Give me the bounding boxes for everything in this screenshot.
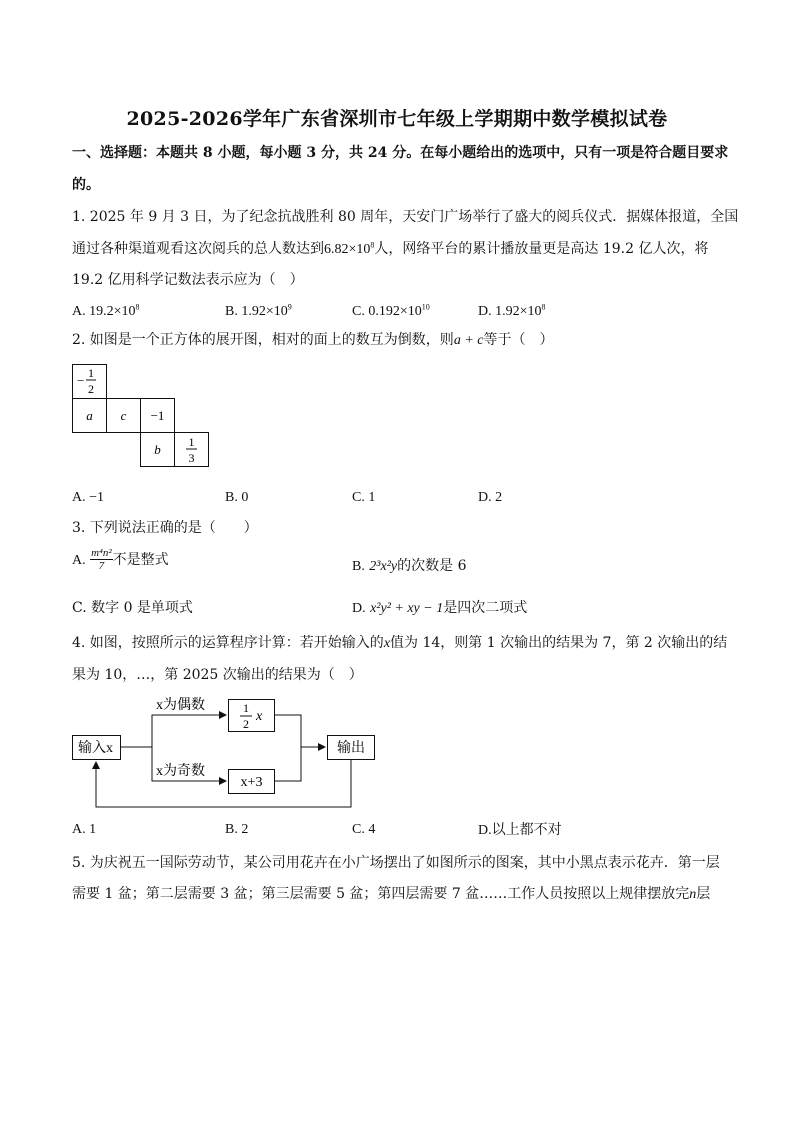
q1-option-b[interactable]: B. $1.92\times 10^9$	[225, 302, 292, 319]
q3-option-a-fraction: $\frac{\text{m⁴n²}}{7}$	[91, 547, 112, 572]
q1-option-a[interactable]: A. $19.2\times 10^8$	[72, 302, 140, 319]
q2-stem: 2. 如图是一个正方体的展开图，相对的面上的数互为倒数，则a + c等于（ ）	[72, 332, 554, 348]
flow-even-label: x为偶数	[156, 698, 205, 713]
net-label-b: b	[154, 442, 161, 457]
flow-input-label: 输入x	[78, 741, 113, 756]
q2-option-a[interactable]: A. −1	[72, 490, 105, 505]
q2-option-b[interactable]: B. 0	[225, 490, 249, 505]
q1-sci-number: $6.82\times 10^8$	[324, 240, 375, 257]
net-top-minus: −	[77, 373, 85, 388]
q5-line2: 需要 1 盆；第二层需要 3 盆；第三层需要 5 盆；第四层需要 7 盆……工作人员按照以上规律摆放完n层	[72, 886, 711, 902]
q4-line1: 4. 如图，按照所示的运算程序计算：若开始输入的x值为 14，则第 1 次输出的结果为 7，第 2 次输出的结	[72, 635, 728, 651]
q2-option-c[interactable]: C. 1	[352, 490, 376, 505]
q3-stem: 3. 下列说法正确的是（ ）	[72, 520, 258, 536]
q1-option-d[interactable]: D. $1.92\times 10^8$	[478, 302, 546, 319]
q5-line1: 5. 为庆祝五一国际劳动节，某公司用花卉在小广场摆出了如图所示的图案，其中小黑点表示花卉．第一层	[72, 855, 720, 871]
svg-text:2: 2	[88, 382, 94, 396]
q4-option-b[interactable]: B. 2	[225, 822, 249, 837]
q1-line3: 19.2 亿用科学记数法表示应为（ ）	[72, 272, 304, 288]
q1-line2: 通过各种渠道观看这次阅兵的总人数达到$6.82\times 10^8$人，网络平台的累计播放量更是高达 19.2 亿人次，将	[72, 240, 709, 257]
section-header	[72, 143, 728, 163]
svg-text:1: 1	[188, 435, 195, 449]
q3-option-c[interactable]: C. 数字 0 是单项式	[72, 600, 193, 616]
net-label-c: c	[120, 408, 127, 423]
q2-option-d[interactable]: D. 2	[478, 490, 503, 505]
page-title: 2025-2026学年广东省深圳市七年级上学期期中数学模拟试卷	[126, 108, 668, 130]
q3-option-d[interactable]: D. x²y² + xy − 1是四次二项式	[352, 600, 528, 616]
svg-text:3: 3	[188, 451, 195, 465]
cube-net-figure	[72, 364, 212, 469]
q3-option-b[interactable]: B. 2³x²y的次数是 6	[352, 558, 467, 574]
flow-odd-label: x为奇数	[156, 764, 205, 779]
q1-option-c[interactable]: C. $0.192\times 10^{10}$	[352, 302, 430, 319]
flow-plus3-label: x+3	[240, 775, 263, 790]
q1-line1: 1. 2025 年 9 月 3 日，为了纪念抗战胜利 80 周年，天安门广场举行了盛大的阅兵仪式．据媒体报道，全国	[72, 209, 739, 225]
q4-option-a[interactable]: A. 1	[72, 822, 97, 837]
q4-option-c[interactable]: C. 4	[352, 822, 376, 837]
section-instruction: 一、选择题：本题共 8 小题，每小题 3 分，共 24 分。在每小题给出的选项中，只有一项是符合题目要求	[72, 145, 729, 161]
flowchart-figure	[68, 690, 388, 810]
section-header-cont: 的。	[72, 177, 100, 193]
svg-text:1: 1	[88, 366, 94, 380]
q3-option-a[interactable]: A. $\frac{\text{m⁴n²}}{7}$ 不是整式	[72, 547, 169, 572]
flow-output-label: 输出	[337, 741, 365, 756]
net-label-a: a	[86, 408, 93, 423]
svg-text:2: 2	[243, 717, 249, 731]
svg-text:1: 1	[243, 701, 249, 715]
q4-option-d[interactable]: D.以上都不对	[478, 822, 562, 838]
q4-line2: 果为 10，…，第 2025 次输出的结果为（ ）	[72, 667, 363, 683]
net-label-minus1: −1	[150, 408, 165, 423]
svg-text:x: x	[256, 709, 263, 724]
